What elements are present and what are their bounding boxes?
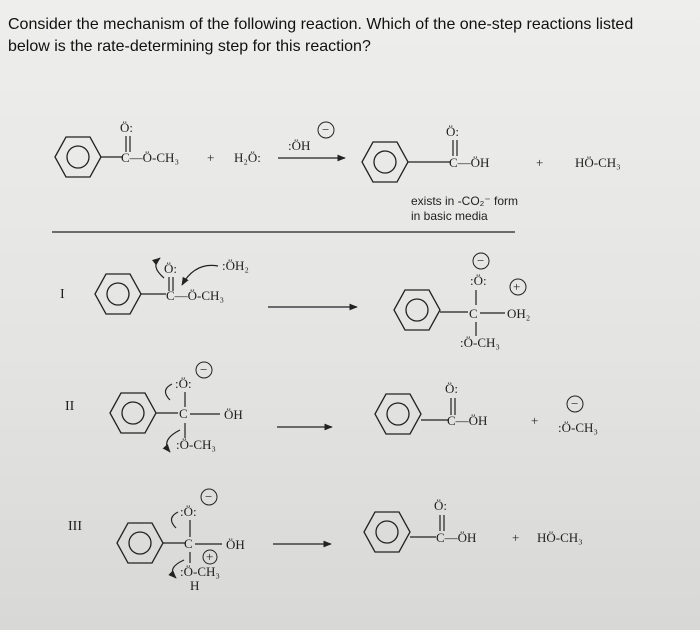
step-II [65,362,598,452]
reactant-benzene-ring [95,274,141,314]
curved-arrow-icon [165,384,172,400]
acid-benzene-ring [362,142,408,182]
carboxylic-acid-group: C—ÖH [447,413,488,428]
water-nucleophile: :ÖH₂ [222,258,249,273]
step-label: II [65,399,75,414]
hydroxide-catalyst: :ÖH [288,138,311,153]
product-benzene-ring [394,290,440,330]
methanol-product: HÖ-CH₃ [575,155,621,170]
ester-carbonyl-oxygen: Ö: [120,120,133,135]
svg-text:−: − [200,362,208,377]
carboxylic-acid-group: C—ÖH [449,155,490,170]
methoxy-group: :Ö-CH₃ [460,335,500,350]
tetrahedral-carbon: C [179,406,188,421]
methoxy-group: :Ö-CH₃ [176,437,216,452]
svg-text:+: + [513,279,521,294]
protonated-methoxy-group: :Ö-CH₃ [180,564,220,579]
overall-reaction [55,120,621,223]
alkoxide-oxygen: :Ö: [470,273,487,288]
plus-sign: + [531,413,539,428]
hydrogen-atom: H [190,578,200,593]
svg-text:+: + [206,549,214,564]
plus-sign: + [207,150,215,165]
step-I [60,253,530,350]
tetrahedral-carbon: C [184,536,193,551]
question-line-2: below is the rate-determining step for this reaction? [8,38,371,55]
tetrahedral-carbon: C [469,306,478,321]
positive-charge-icon [510,279,526,295]
curved-arrow-icon [171,512,178,528]
oxonium-group: OH₂ [507,306,531,321]
ester-benzene-ring [55,137,101,177]
negative-charge-icon [196,362,212,378]
carbonyl-oxygen: Ö: [445,381,458,396]
step-label: III [68,519,82,534]
note-line-2: in basic media [411,209,488,223]
alkoxide-oxygen: :Ö: [175,376,192,391]
negative-charge-icon [201,489,217,505]
acid-carbonyl-oxygen: Ö: [446,124,459,139]
water: H₂Ö: [234,150,261,165]
ester-group: C—Ö-CH₃ [121,150,179,165]
negative-charge-icon [567,396,583,412]
curved-arrow-icon [182,265,218,285]
svg-text:−: − [477,253,485,268]
negative-charge-icon [473,253,489,269]
hydroxyl-group: ÖH [224,407,243,422]
negative-charge-icon [318,122,334,138]
reactant-benzene-ring [110,393,156,433]
carboxylic-acid-group: C—ÖH [436,530,477,545]
hydroxyl-group: ÖH [226,537,245,552]
carbonyl-oxygen: Ö: [164,261,177,276]
ester-group: C—Ö-CH₃ [166,288,224,303]
step-III [68,489,583,593]
positive-charge-icon [203,549,217,564]
plus-sign: + [536,155,544,170]
question-line-1: Consider the mechanism of the following reaction. Which of the one-step reactions listed [8,16,634,33]
alkoxide-oxygen: :Ö: [180,504,197,519]
note-line-1: exists in -CO₂⁻ form [411,194,519,208]
product-benzene-ring [375,394,421,434]
curved-arrow-icon [156,258,164,278]
step-label: I [60,287,65,302]
product-benzene-ring [364,512,410,552]
svg-text:−: − [571,396,579,411]
reactant-benzene-ring [117,523,163,563]
methoxide-product: :Ö-CH₃ [558,420,598,435]
methanol-product: HÖ-CH₃ [537,530,583,545]
plus-sign: + [512,530,520,545]
svg-text:−: − [322,122,330,137]
svg-text:−: − [205,489,213,504]
carbonyl-oxygen: Ö: [434,498,447,513]
